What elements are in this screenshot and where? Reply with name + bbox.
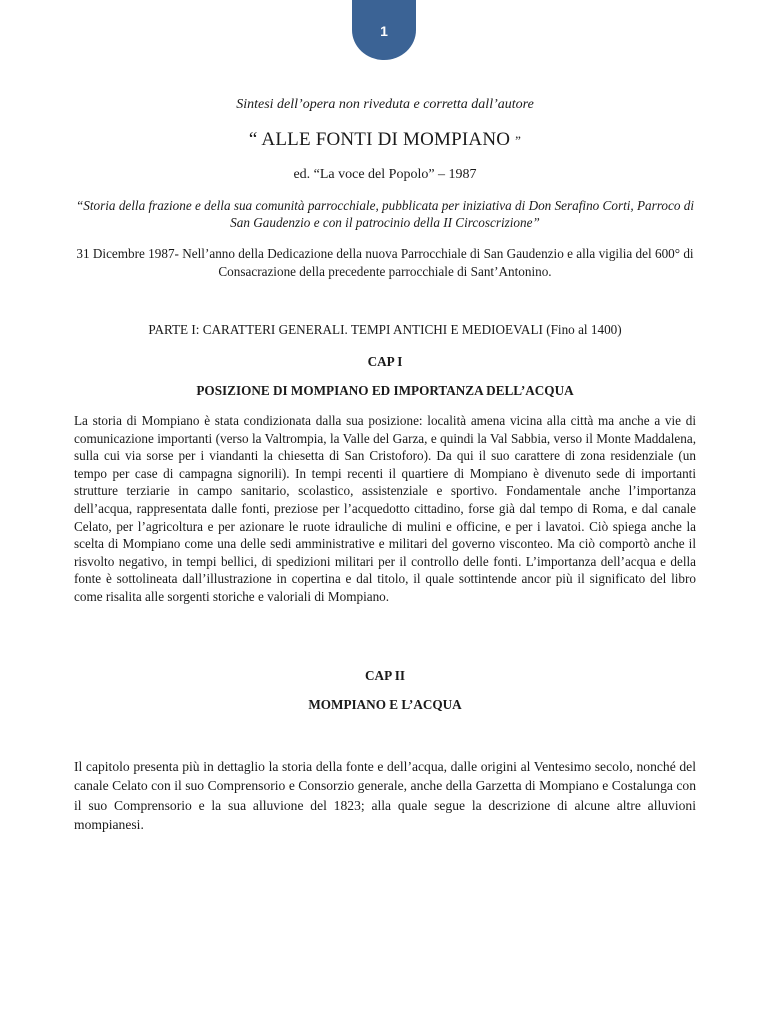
document-subtitle: Sintesi dell’opera non riveduta e corretta dall’autore	[236, 97, 534, 112]
chapter-1-heading: POSIZIONE DI MOMPIANO ED IMPORTANZA DELL’ACQUA	[196, 383, 574, 398]
edition-line: ed. “La voce del Popolo” – 1987	[293, 167, 477, 182]
document-title	[74, 129, 696, 151]
part-heading: PARTE I: CARATTERI GENERALI. TEMPI ANTICHI E MEDIOEVALI (Fino al 1400)	[148, 322, 622, 337]
document-title-close-quote: ”	[515, 133, 522, 148]
chapter-1-paragraph: La storia di Mompiano è stata condizionata dalla sua posizione: località amena vicina alla città ma anche a vie di comunicazione importanti (verso la Valtrompia, la Valle del Garza, e quindi la Val Sabbia, verso il Monte Maddalena, sulla cui via sorse per i viandanti la chiesetta di San Cristoforo). Da qui il suo carattere di zona residenziale (un tempo per case di campagna signorili). In tempi recenti il quartiere di Mompiano è divenuto sede di importanti strutture terziarie in campo sanitario, scolastico, assistenziale e sportivo. Fondamentale anche l’importanza dell’acqua, rappresentata dalle fonti, preziose per l’acquedotto cittadino, forse già dal tempo di Roma, e dal canale Celato, per l’agricoltura e per azionare le ruote idrauliche di mulini e officine, e per i lavatoi. Ciò spiega anche la scelta di Mompiano come una delle sedi amministrative e militari del governo visconteo. Ma ciò comportò anche il risvolto negativo, in tempi bellici, di spedizioni militari per il controllo delle fonti. L’importanza dell’acqua e della fonte è sottolineata dall’illustrazione in copertina e dal titolo, il quale sottintende ancor più il significato del libro come risalita alle sorgenti storiche e valoriali di Mompiano.	[74, 413, 696, 604]
chapter-2-heading: MOMPIANO E L’ACQUA	[308, 697, 462, 712]
page-number: 1	[380, 23, 388, 39]
page-number-badge	[352, 0, 416, 60]
document-title-text: “ ALLE FONTI DI MOMPIANO	[248, 129, 511, 150]
date-note: 31 Dicembre 1987- Nell’anno della Dedicazione della nuova Parrocchiale di San Gaudenzio e alla vigilia del 600° di Consacrazione della precedente parrocchiale di Sant’Antonino.	[76, 246, 694, 279]
chapter-1-label: CAP I	[367, 354, 403, 369]
chapter-2-label: CAP II	[365, 668, 405, 683]
dedication-note: “Storia della frazione e della sua comunità parrocchiale, pubblicata per iniziativa di Don Serafino Corti, Parroco di San Gaudenzio e con il patrocinio della II Circoscrizione”	[75, 198, 695, 230]
chapter-2-paragraph: Il capitolo presenta più in dettaglio la storia della fonte e dell’acqua, dalle origini al Ventesimo secolo, nonché del canale Celato con il suo Comprensorio e Consorzio generale, anche della Garzetta di Mompiano e Costalunga con il suo Comprensorio e la sua alluvione del 1823; alla quale segue la descrizione di alcune altre alluvioni mompianesi.	[74, 759, 696, 832]
